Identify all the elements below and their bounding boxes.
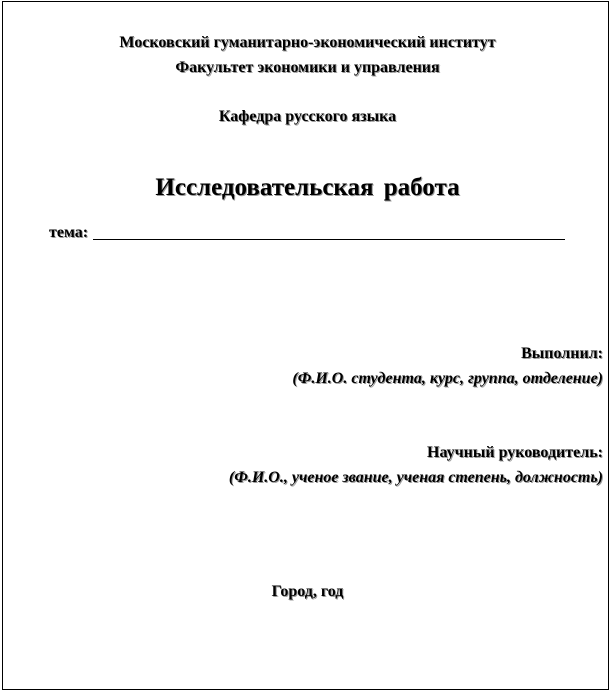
topic-label: тема: (49, 224, 89, 241)
supervisor-label: Научный руководитель: (427, 444, 603, 461)
document-title: Исследовательская работа (155, 174, 460, 201)
supervisor-info-hint: (Ф.И.О., ученое звание, ученая степень, должность) (228, 469, 603, 486)
institute-name: Московский гуманитарно-экономический институт (119, 34, 496, 51)
faculty-name: Факультет экономики и управления (175, 59, 440, 76)
department-name: Кафедра русского языка (218, 108, 397, 125)
city-year: Город, год (271, 583, 344, 600)
topic-underline (93, 239, 565, 240)
performed-by-label: Выполнил: (521, 345, 603, 362)
student-info-hint: (Ф.И.О. студента, курс, группа, отделение) (292, 370, 603, 387)
